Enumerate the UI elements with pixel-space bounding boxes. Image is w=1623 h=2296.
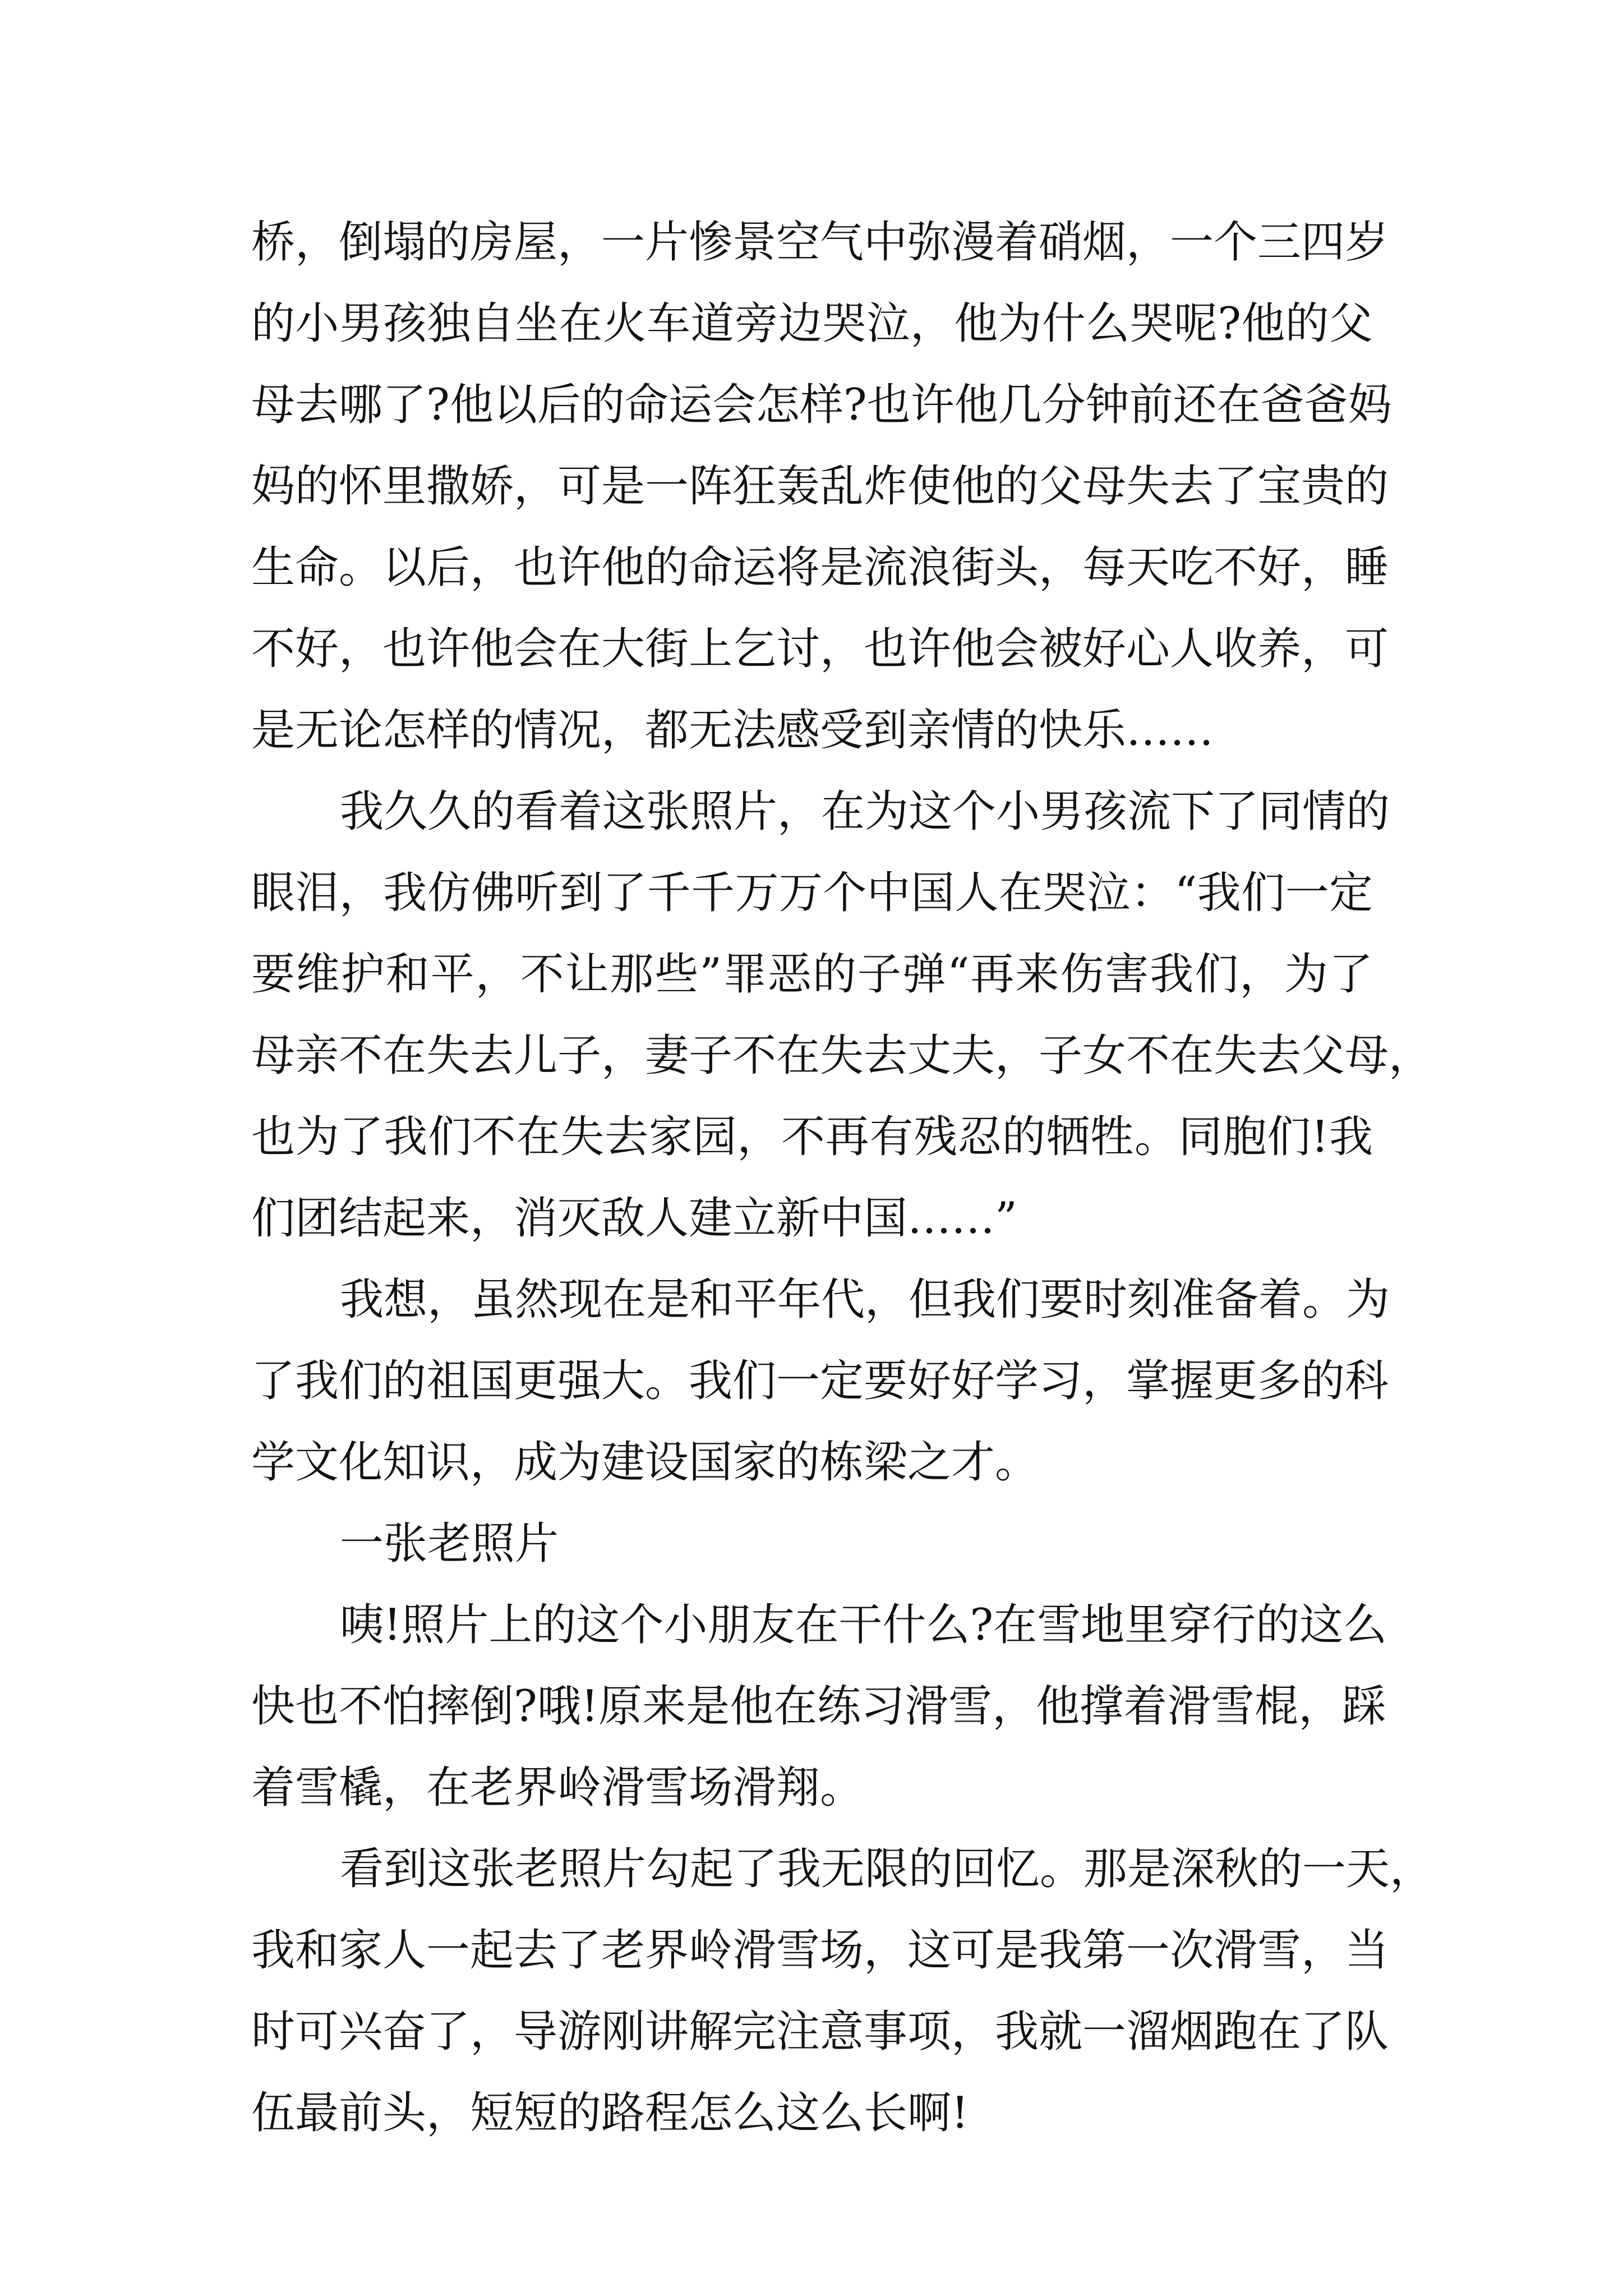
- paragraph: [251, 1259, 1390, 1503]
- text-line: 一张老照片: [340, 1519, 559, 1569]
- section-title: [251, 1503, 1373, 1585]
- paragraph: [251, 771, 1433, 1259]
- text-line: 妈的怀里撒娇，可是一阵狂轰乱炸使他的父母失去了宝贵的: [251, 461, 1389, 512]
- document-body: [251, 202, 1434, 2154]
- text-line: 的小男孩独自坐在火车道旁边哭泣，他为什么哭呢?他的父: [251, 298, 1373, 349]
- text-line: 咦!照片上的这个小朋友在干什么?在雪地里穿行的这么: [340, 1600, 1387, 1650]
- text-line: 看到这张老照片勾起了我无限的回忆。那是深秋的一天，: [340, 1844, 1434, 1894]
- text-line: 生命。以后，也许他的命运将是流浪街头，每天吃不好，睡: [251, 542, 1389, 593]
- text-line: 母去哪了?他以后的命运会怎样?也许他几分钟前还在爸爸妈: [251, 380, 1392, 430]
- text-line: 们团结起来，消灭敌人建立新中国……”: [251, 1193, 1017, 1244]
- text-line: 眼泪，我仿佛听到了千千万万个中国人在哭泣：“我们一定: [251, 868, 1373, 918]
- text-line: 伍最前头，短短的路程怎么这么长啊!: [251, 2088, 969, 2138]
- text-line: 也为了我们不在失去家园，不再有残忍的牺牲。同胞们!我: [251, 1112, 1373, 1162]
- text-line: 学文化知识，成为建设国家的栋梁之才。: [251, 1437, 1039, 1488]
- text-line: 母亲不在失去儿子，妻子不在失去丈夫，子女不在失去父母，: [251, 1030, 1433, 1081]
- text-line: 我和家人一起去了老界岭滑雪场，这可是我第一次滑雪，当: [251, 1925, 1389, 1976]
- text-line: 我想，虽然现在是和平年代，但我们要时刻准备着。为: [340, 1274, 1390, 1325]
- text-line: 不好，也许他会在大街上乞讨，也许他会被好心人收养，可: [251, 624, 1389, 674]
- text-line: 桥，倒塌的房屋，一片惨景空气中弥漫着硝烟，一个三四岁: [251, 217, 1389, 268]
- text-line: 时可兴奋了，导游刚讲解完注意事项，我就一溜烟跑在了队: [251, 2007, 1389, 2057]
- text-line: 快也不怕摔倒?哦!原来是他在练习滑雪，他撑着滑雪棍，踩: [251, 1681, 1386, 1732]
- text-line: 着雪橇，在老界岭滑雪场滑翔。: [251, 1763, 864, 1813]
- paragraph: [251, 202, 1392, 771]
- text-line: 要维护和平，不让那些”罪恶的子弹“再来伤害我们，为了: [251, 949, 1373, 1000]
- text-line: 了我们的祖国更强大。我们一定要好好学习，掌握更多的科: [251, 1356, 1389, 1406]
- text-line: 我久久的看着这张照片，在为这个小男孩流下了同情的: [340, 786, 1390, 837]
- text-line: 是无论怎样的情况，都无法感受到亲情的快乐……: [251, 705, 1214, 756]
- paragraph: [251, 1585, 1387, 1829]
- paragraph: [251, 1829, 1434, 2154]
